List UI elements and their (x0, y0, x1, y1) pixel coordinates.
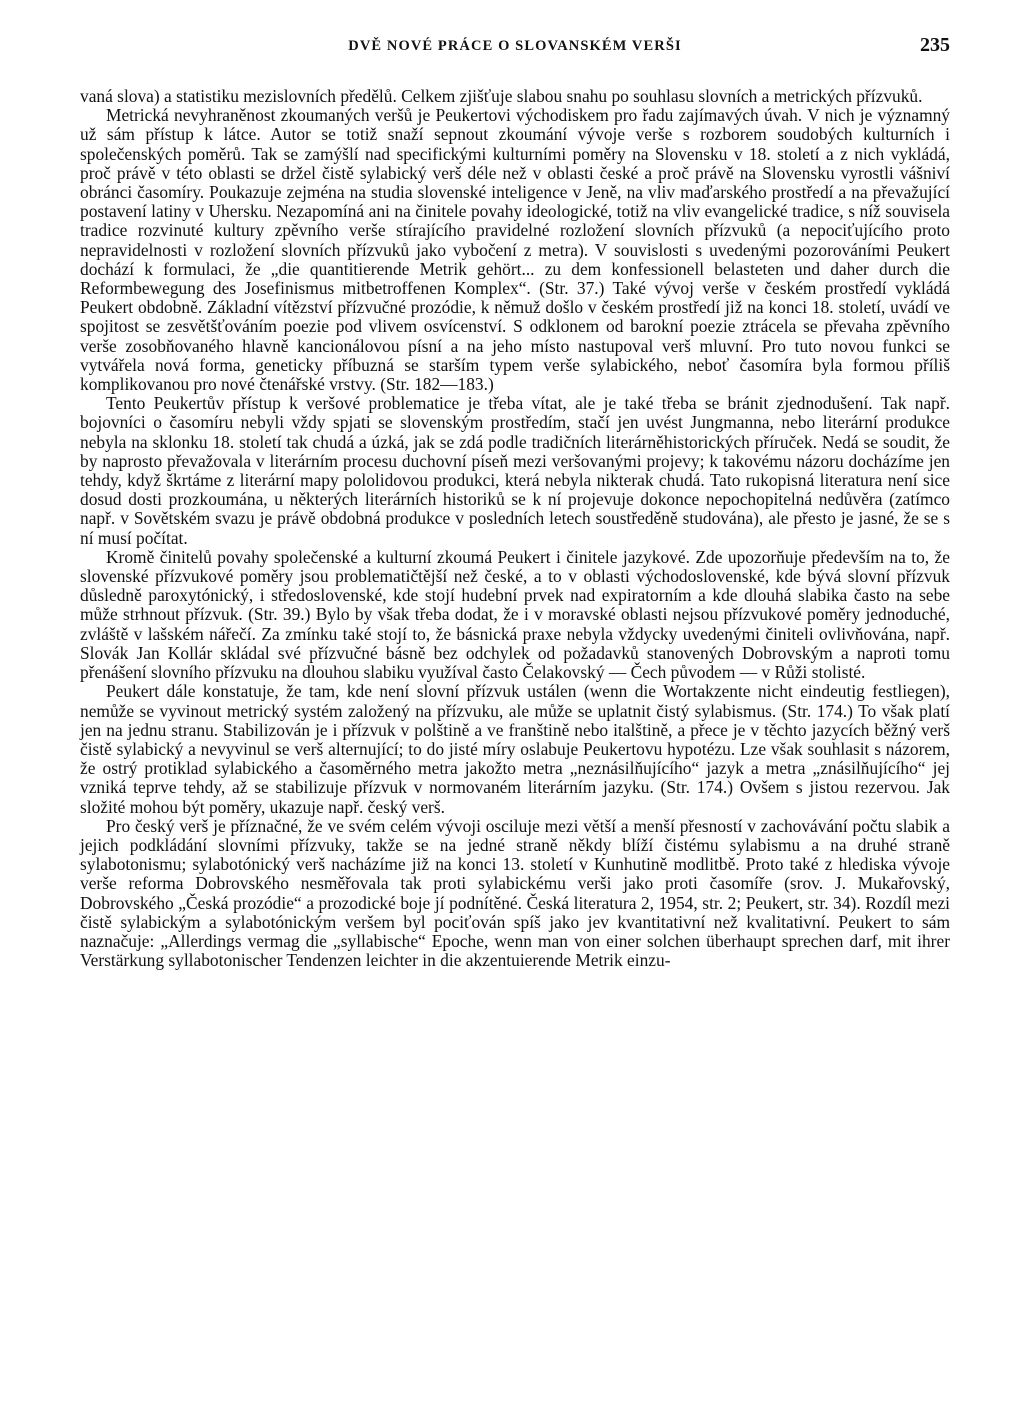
running-head (80, 36, 950, 60)
article-body (80, 87, 950, 970)
paragraph-accent-stability: Peukert dále konstatuje, že tam, kde není slovní přízvuk ustálen (wenn die Wortakzente nicht eindeutig festliegen), nemůže se vyvinout metrický systém založený na přízvuku, ale může se uplatnit čistý sylabismus. (Str. 174.) To však platí jen na jednu stranu. Stabilizován je i přízvuk v polštině a ve franštině nebo italštině, a přece je v těchto jazycích běžný verš čistě sylabický a nevyvinul se verš alternující; to do jisté míry oslabuje Peukertovu hypotézu. Lze však souhlasit s názorem, že ostrý protiklad sylabického a časoměrného metra jakožto metra „neznásilňujícího“ jazyk a metra „znásilňujícího“ jej vzniká teprve tehdy, až se stabilizuje přízvuk v normovaném literárním jazyku. (Str. 174.) Ovšem s jistou rezervou. Jak složité mohou být poměry, ukazuje např. český verš. (80, 681, 950, 817)
page-number: 235 (920, 34, 950, 56)
paragraph-peukert-approach: Tento Peukertův přístup k veršové problematice je třeba vítat, ale je také třeba se bránit zjednodušení. Tak např. bojovníci o časomíru nebyli vždy spjati se slovenským prostředím, stačí jen uvést Jungmanna, nebo literární produkce nebyla na sklonku 18. století tak chudá a úzká, jak se zdá podle tradičních literárněhistorických příruček. Nedá se soudit, že by naprosto převažovala v literárním procesu duchovní píseň mezi veršovanými projevy; k takovému názoru docházíme jen tehdy, když škrtáme z literární mapy pololidovou produkci, která nebyla nikterak chudá. Tato rukopisná literatura není sice dosud dosti prozkoumána, u některých literárních historiků se k ní projevuje dokonce nepochopitelná nedůvěra (zatímco např. v Sovětském svazu je právě obdobná produkce v posledních letech soustředěně studována), ale přesto je jasné, že se s ní musí počítat. (80, 393, 950, 548)
paragraph-czech-verse: Pro český verš je příznačné, že ve svém celém vývoji osciluje mezi větší a menší přesností v zachovávání počtu slabik a jejich podkládání slovními přízvuky, takže se na jedné straně někdy blíží čistému sylabismu a na druhé straně sylabotonismu; sylabotónický verš nacházíme již na konci 13. století v Kunhutině modlitbě. Proto také z hlediska vývoje verše reforma Dobrovského nesměřovala tak proti sylabickému verši jako proti časomíře (srov. J. Mukařovský, Dobrovského „Česká prozódie“ a prozodické boje jí podnítěné. Česká literatura 2, 1954, str. 2; Peukert, str. 34). Rozdíl mezi čistě sylabickým a sylabotónickým veršem byl pociťován spíš jako jev kvantitativní než kvalitativní. Peukert to sám naznačuje: „Allerdings vermag die „syllabische“ Epoche, wenn man von einer solchen überhaupt sprechen darf, mit ihrer Verstärkung syllabotonischer Tendenzen leichter in die akzentuierende Metrik einzu- (80, 815, 950, 971)
paragraph-language-factors: Kromě činitelů povahy společenské a kulturní zkoumá Peukert i činitele jazykové. Zde upozorňuje především na to, že slovenské přízvukové poměry jsou problematičtější než české, a to v oblasti východoslovenské, kde bývá slovní přízvuk důsledně paroxytónický, i středoslovenské, kde stojí hudební prvek nad expiratorním a kde dlouhá slabika často na sebe může strhnout přízvuk. (Str. 39.) Bylo by však třeba dodat, že i v moravské oblasti nejsou přízvukové poměry jednoduché, zvláště v lašském nářečí. Za zmínku také stojí to, že básnická praxe nebyla vždycky uvedenými činiteli ovlivňována, např. Slovák Jan Kollár skládal své přízvučné básně bez odchylek od požadavků stanovených Dobrovským a naproti tomu přenášení slovního přízvuku na dlouhou slabiku využíval často Čelakovský — Čech původem — v Růži stolisté. (80, 546, 950, 683)
paragraph-continued: vaná slova) a statistiku mezislovních předělů. Celkem zjišťuje slabou snahu po souhlasu slovních a metrických přízvuků. (80, 86, 923, 106)
paragraph-metric-ambiguity: Metrická nevyhraněnost zkoumaných veršů je Peukertovi východiskem pro řadu zajímavých úvah. V nich je významný už sám přístup k látce. Autor se totiž snaží sepnout zkoumání vývoje verše s rozborem soudobých kulturních i společenských poměrů. Tak se zamýšlí nad specifickými kulturními poměry na Slovensku v 18. století a z nich vykládá, proč právě v této oblasti se držel čistě sylabický verš déle než v oblasti české a proč právě na Slovensku vyrostli vášniví obránci časomíry. Poukazuje zejména na studia slovenské inteligence v Jeně, na vliv maďarského prostředí a na převažující postavení latiny v Uhersku. Nezapomíná ani na činitele povahy ideologické, totiž na vliv evangelické tradice, s níž souvisela tradice rozvinuté kultury zpěvního verše stírajícího pravidelné rozložení slovních přízvuků (a nepociťujícího proto nepravidelnosti v rozložení slovních přízvuků jako vybočení z metra). V souvislosti s uvedenými pozorováními Peukert dochází k formulaci, že „die quantitierende Metrik gehört... zu dem konfessionell belasteten und daher durch die Reformbewegung des Josefinismus mitbetroffenen Komplex“. (Str. 37.) Také vývoj verše v českém prostředí vykládá Peukert obdobně. Základní vítězství přízvučné prozódie, k němuž došlo v českém prostředí již na konci 18. století, uvádí ve spojitost se zesvětšťováním poezie pod vlivem osvícenství. S odklonem od barokní poezie ztrácela se převaha zpěvního verše zosobňovaného hlavně kancionálovou písní a na jeho místo nastupoval verš mluvní. Pro tuto novou funkci se vytvářela nová forma, geneticky příbuzná se starším typem verše sylabického, neboť časomíra byla formou příliš komplikovanou pro nové čtenářské vrstvy. (Str. 182—183.) (80, 105, 950, 395)
running-title: DVĚ NOVÉ PRÁCE O SLOVANSKÉM VERŠI (348, 38, 682, 54)
